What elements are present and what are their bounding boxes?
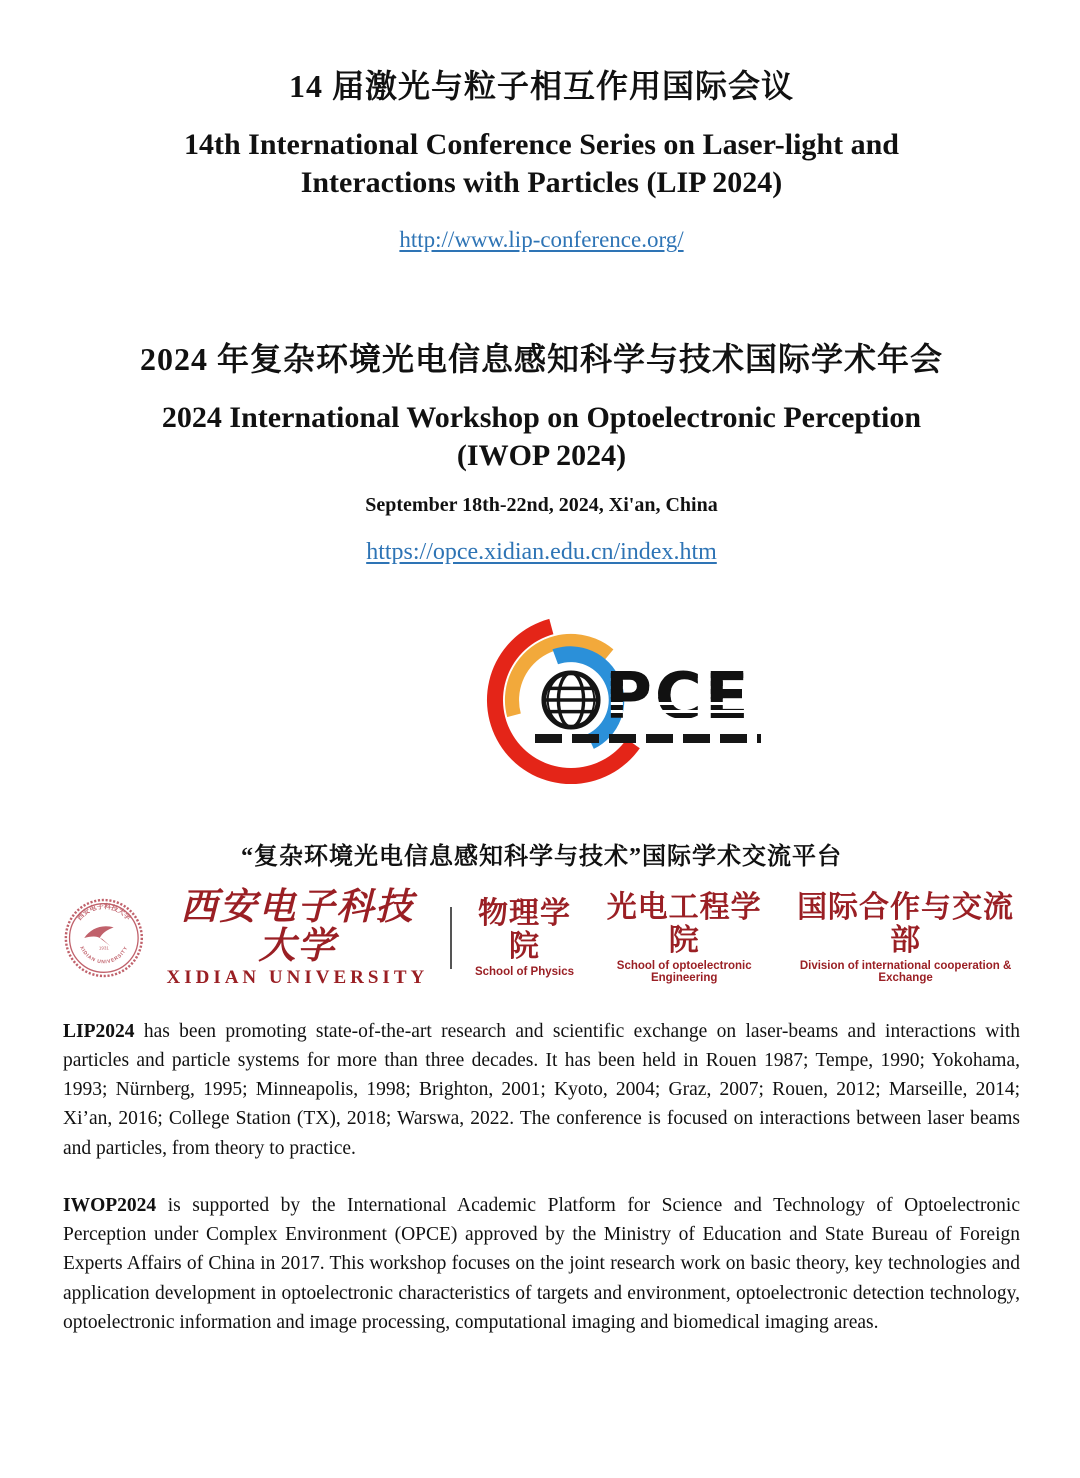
organizations-row <box>63 884 1020 989</box>
lip-title-en-line1: 14th International Conference Series on Laser-light and <box>184 128 899 161</box>
platform-tagline: “复杂环境光电信息感知科学与技术”国际学术交流平台 <box>241 844 842 870</box>
lip-title-zh: 14 届激光与粒子相互作用国际会议 <box>288 68 794 104</box>
department-optoelectronic-engineering <box>597 891 771 984</box>
globe-icon <box>540 669 602 731</box>
xidian-university-name <box>165 884 430 989</box>
xidian-name-en: XIDIAN UNIVERSITY <box>166 966 429 988</box>
paragraph-iwop2024-lead: IWOP2024 <box>63 1194 157 1216</box>
xidian-name-zh: 西安电子科技大学 <box>180 884 415 967</box>
department-physics-en: School of Physics <box>474 966 575 979</box>
lip-link-line <box>63 227 1020 253</box>
lip-title-en <box>63 126 1020 201</box>
iwop-title-en <box>63 399 1020 474</box>
paragraph-lip2024-lead: LIP2024 <box>63 1020 135 1042</box>
iwop-title-zh: 2024 年复杂环境光电信息感知科学与技术国际学术年会 <box>139 341 943 377</box>
seal-text-zh: 西安电子科技大学 <box>76 903 132 922</box>
paragraph-iwop2024 <box>63 1191 1020 1337</box>
department-physics-zh: 物理学院 <box>477 897 571 964</box>
department-international-cooperation <box>791 891 1020 984</box>
lip-conference-link[interactable]: http://www.lip-conference.org/ <box>399 227 684 252</box>
iwop-title-en-line1: 2024 International Workshop on Optoelectronic Perception <box>161 401 922 434</box>
department-international-zh: 国际合作与交流部 <box>797 891 1015 958</box>
iwop-link-line <box>63 539 1020 566</box>
seal-text-en: XIDIAN UNIVERSITY <box>78 945 130 966</box>
department-international-en: Division of international cooperation & Exchange <box>799 960 1012 985</box>
department-optoelectronic-en: School of optoelectronic Engineering <box>616 960 752 985</box>
opce-logo <box>471 608 781 800</box>
paragraph-lip2024-text: has been promoting state-of-the-art research and scientific exchange on laser-beams and interactions with particles and particle systems for more than three decades. It has been held in Rouen 1987; Tempe, 1990; Yokohama, 1993; Nürnberg, 1995; Minneapolis, 1998; Brighton, 2001; Kyoto, 2004; Graz, 2007; Rouen, 2012; Marseille, 2014; Xi’an, 2016; College Station (TX), 2018; Warswa, 2022. The conference is focused on interactions between laser beams and particles, from theory to practice. <box>63 1020 1020 1159</box>
department-optoelectronic-zh: 光电工程学院 <box>606 891 762 958</box>
iwop-link[interactable]: https://opce.xidian.edu.cn/index.htm <box>366 539 717 565</box>
opce-dashed-line <box>535 734 761 743</box>
paragraph-lip2024 <box>63 1017 1020 1163</box>
department-physics <box>472 897 577 978</box>
lip-title-en-line2: Interactions with Particles (LIP 2024) <box>300 165 783 199</box>
xidian-seal-icon <box>63 890 145 986</box>
iwop-date: September 18th-22nd, 2024, Xi'an, China <box>365 494 718 516</box>
opce-wordmark: PCE <box>605 660 752 734</box>
iwop-section <box>63 339 1020 566</box>
org-divider <box>450 907 452 969</box>
paragraph-iwop2024-text: is supported by the International Academic Platform for Science and Technology of Optoelectronic Perception under Complex Environment (OPCE) approved by the Ministry of Education and State Bureau of Foreign Experts Affairs of China in 2017. This workshop focuses on the joint research work on basic theory, key technologies and application development in optoelectronic characteristics of targets and environment, optoelectronic detection technology, optoelectronic information and image processing, computational imaging and biomedical imaging areas. <box>63 1194 1020 1333</box>
seal-year: 1931 <box>98 945 109 951</box>
iwop-title-en-line2: (IWOP 2024) <box>456 438 627 472</box>
